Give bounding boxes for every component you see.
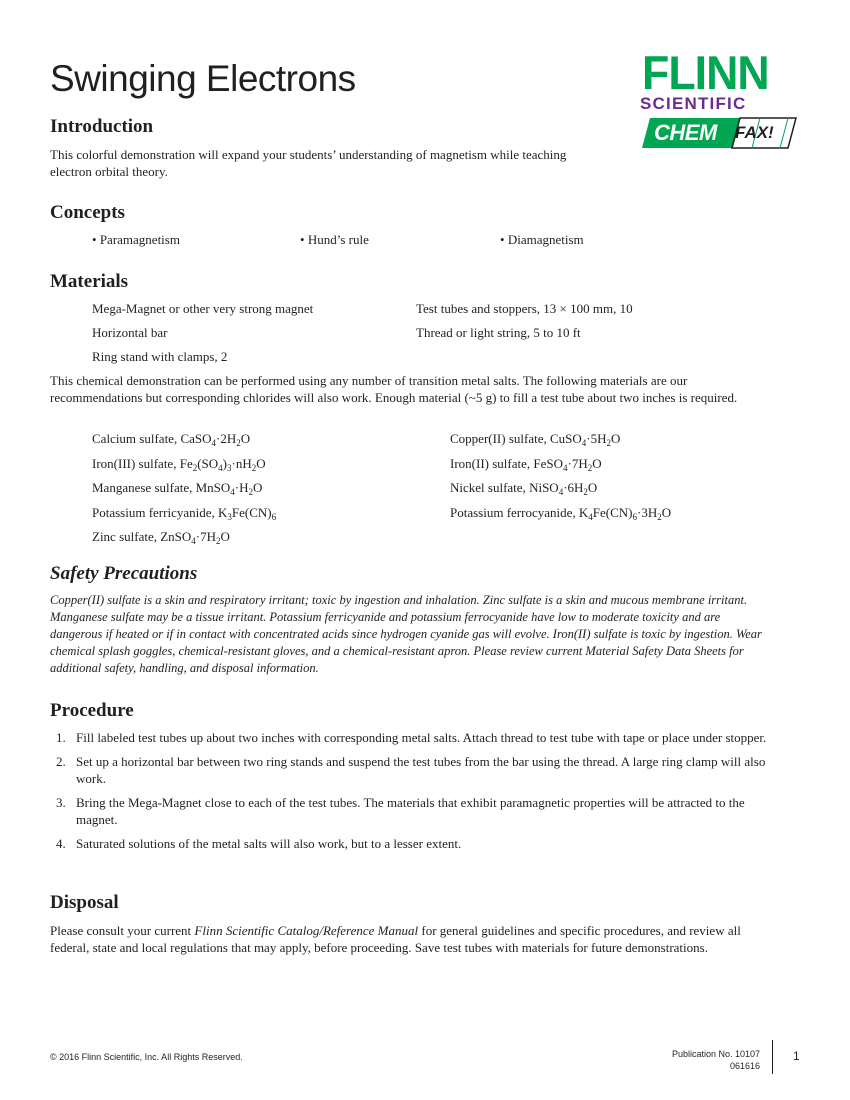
publication-code: 061616 [729,1061,760,1071]
procedure-steps [50,729,770,859]
page-title: Swinging Electrons [50,58,356,99]
chemical-formula: $MnSO_4\cdot H_2O$ [195,480,263,497]
concepts-list [92,232,652,250]
logo-chem-text: CHEM [654,120,717,145]
material-item: Thread or light string, 5 to 10 ft [416,325,581,340]
safety-text: Copper(II) sulfate is a skin and respiratory irritant; toxic by ingestion and inhalation. Zinc sulfate is a skin and mucous membrane irritant. Manganese sulfate may be a tissue irritant. Potassium ferricyanide and potassium ferrocyanide have low to moderate toxicity and are dangerous if heated or if in contact with concentrated acids since hydrogen cyanide gas will evolve. Iron(II) sulfate is toxic by ingestion. Wear chemical splash goggles, chemical-resistant gloves, and a chemical-resistant apron. Please review current Material Safety Data Sheets for additional safety, handling, and disposal information. [50,593,762,675]
materials-heading: Materials [50,271,129,292]
chemical-name: Calcium sulfate, [92,431,181,446]
concept-item: • Diamagnetism [500,232,584,247]
publication-info [672,1048,760,1072]
catalog-title: Flinn Scientific Catalog/Reference Manual [194,923,419,938]
material-item: Test tubes and stoppers, 13 × 100 mm, 10 [416,301,633,316]
chemical-item [450,479,597,496]
material-item: Horizontal bar [92,325,168,340]
chemical-name: Nickel sulfate, [450,480,530,495]
chemical-name: Potassium ferricyanide, [92,504,218,520]
logo-scientific-text: SCIENTIFIC [640,94,747,113]
material-item: Mega-Magnet or other very strong magnet [92,301,314,316]
safety-heading: Safety Precautions [50,563,198,584]
chemical-item [92,479,262,496]
chemfax-badge [640,116,800,150]
disposal-heading: Disposal [50,892,119,913]
page-number: 1 [793,1049,800,1063]
chemical-formula: $Fe_2(SO_4)_3\cdot nH_2O$ [179,455,266,473]
chemical-formula: $K_4Fe(CN)_6\cdot 3H_2O$ [578,504,672,522]
chemical-formula: $ZnSO_4\cdot 7H_2O$ [160,529,230,546]
materials-note: This chemical demonstration can be performed using any number of transition metal salts. The following materials are our recommendations but corresponding chlorides will also work. Enough material (~5 g) to fill a test tube about two inches is required. [50,373,738,405]
chemical-item [450,430,620,447]
copyright-notice: © 2016 Flinn Scientific, Inc. All Rights Reserved. [50,1052,243,1062]
chemical-item [92,455,266,472]
introduction-heading: Introduction [50,116,154,137]
concept-item: • Paramagnetism [92,232,180,247]
concept-item: • Hund’s rule [300,232,369,247]
chemical-name: Zinc sulfate, [92,529,161,544]
material-item: Ring stand with clamps, 2 [92,349,228,364]
chemical-formula: $NiSO_4\cdot 6H_2O$ [529,480,598,497]
chemical-formula: $K_3Fe(CN)_6$ [218,504,277,522]
chemical-name: Manganese sulfate, [92,480,196,495]
chemical-item [92,504,276,521]
publication-number: Publication No. 10107 [671,1049,760,1059]
chemical-formula: $FeSO_4\cdot 7H_2O$ [533,455,602,473]
procedure-step: 1. Fill labeled test tubes up about two inches with corresponding metal salts. Attach thread to test tube with tape or place under stopper. [56,730,767,745]
chemical-name: Iron(III) sulfate, [92,455,180,471]
introduction-text: This colorful demonstration will expand your students’ understanding of magnetism while teaching electron orbital theory. [50,147,567,179]
chemical-name: Potassium ferrocyanide, [450,504,579,520]
procedure-heading: Procedure [50,700,134,721]
disposal-text: Please consult your current Flinn Scientific Catalog/Reference Manual for general guidelines and specific procedures, and review all federal, state and local regulations that may apply, before proceeding. Save test tubes with materials for future demonstrations. [50,923,741,955]
chemical-item [450,504,671,521]
chemical-formula: $CaSO_4\cdot 2H_2O$ [180,431,251,448]
procedure-step: 3. Bring the Mega-Magnet close to each of the test tubes. The materials that exhibit paramagnetic properties will be attracted to the magnet. [56,795,745,827]
logo-fax-text: FAX! [735,123,774,142]
procedure-step: 2. Set up a horizontal bar between two ring stands and suspend the test tubes from the bar using the thread. A large ring clamp will also work. [56,754,766,786]
concepts-heading: Concepts [50,202,125,223]
footer-divider [772,1040,773,1074]
chemical-formula: $CuSO_4\cdot 5H_2O$ [550,431,621,448]
chemical-item [92,430,250,447]
logo-flinn-text: FLINN [642,46,769,99]
chemical-item [450,455,602,472]
flinn-scientific-logo [640,46,800,150]
procedure-step: 4. Saturated solutions of the metal salts will also work, but to a lesser extent. [56,836,462,851]
chemical-item [92,528,230,545]
chemical-name: Copper(II) sulfate, [450,431,550,446]
chemical-name: Iron(II) sulfate, [450,455,534,471]
